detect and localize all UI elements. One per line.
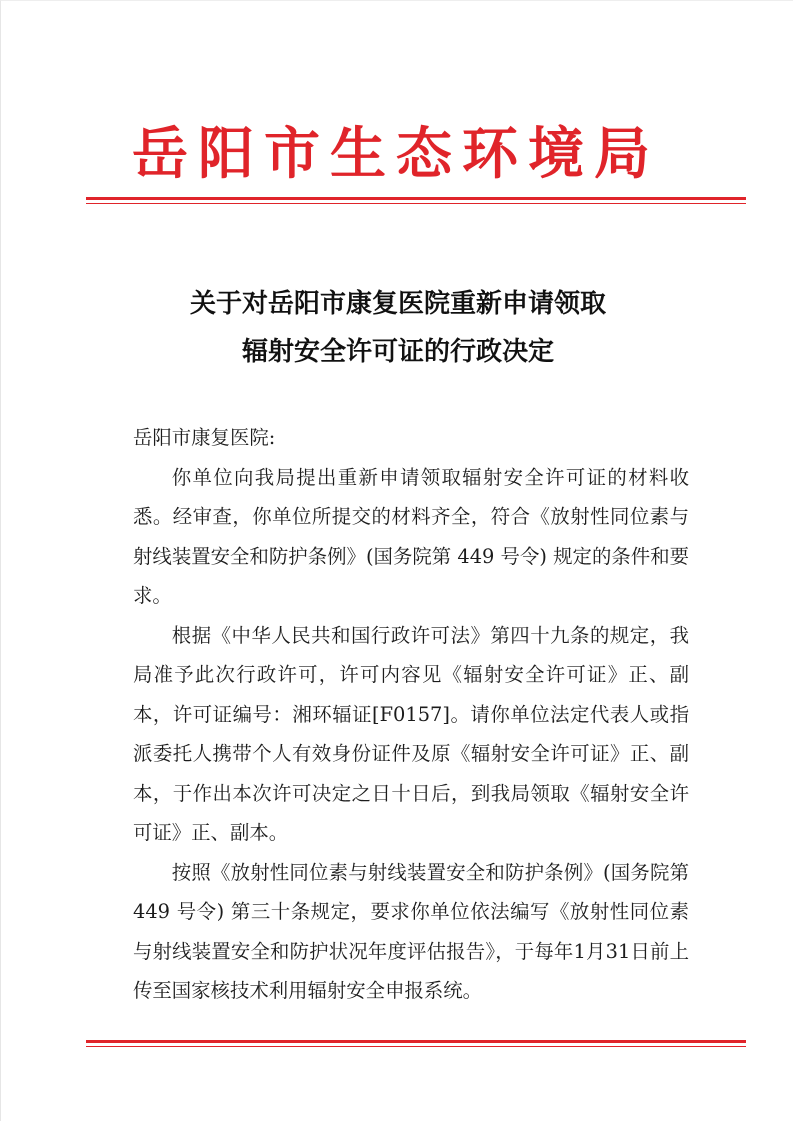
footer-red-rule-thin	[86, 1046, 746, 1047]
document-title-line-2: 辐射安全许可证的行政决定	[241, 337, 554, 367]
header-red-rule-thin	[86, 203, 746, 204]
document-title-line-1: 关于对岳阳市康复医院重新申请领取	[189, 289, 606, 319]
footer-red-rule-thick	[86, 1040, 746, 1043]
body-paragraph-1: 你单位向我局提出重新申请领取辐射安全许可证的材料收悉。经审查，你单位所提交的材料齐全，符合《放射性同位素与射线装置安全和防护条例》(国务院第 449 号令) 规定的条件和要求。	[133, 465, 689, 607]
issuing-organization-header: 岳阳市生态环境局	[132, 121, 660, 187]
body-paragraph-3: 按照《放射性同位素与射线装置安全和防护条例》(国务院第 449 号令) 第三十条规定，要求你单位依法编写《放射性同位素与射线装置安全和防护状况年度评估报告》，于每年1月31日前上传至国家核技术利用辐射安全申报系统。	[133, 860, 689, 1002]
header-red-rule-thick	[86, 197, 746, 200]
salutation: 岳阳市康复医院:	[133, 426, 276, 449]
body-paragraph-2: 根据《中华人民共和国行政许可法》第四十九条的规定，我局准予此次行政许可，许可内容见《辐射安全许可证》正、副本，许可证编号：湘环辐证[F0157]。请你单位法定代表人或指派委托人携带个人有效身份证件及原《辐射安全许可证》正、副本，于作出本次许可决定之日十日后，到我局领取《辐射安全许可证》正、副本。	[133, 623, 689, 844]
document-body	[133, 418, 689, 1011]
document-title	[90, 280, 706, 376]
